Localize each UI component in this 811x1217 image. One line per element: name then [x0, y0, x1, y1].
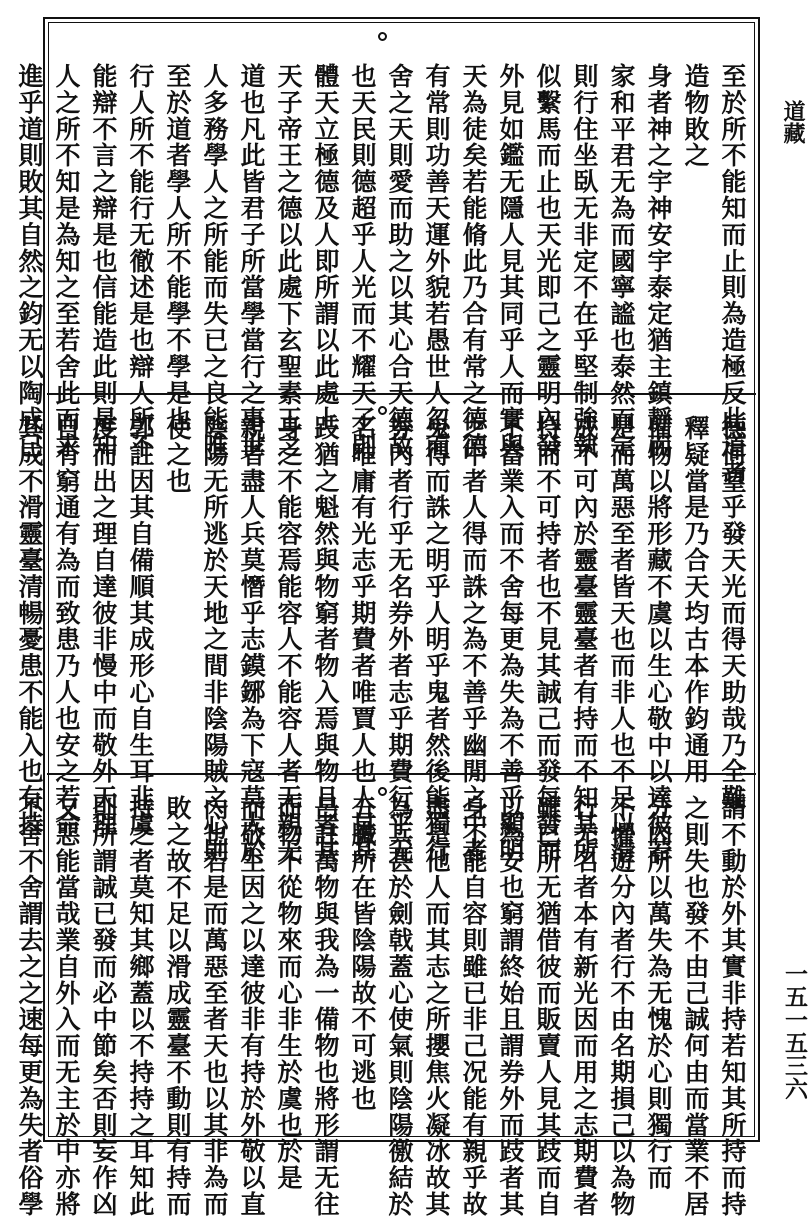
- text-column: 五臟所在皆陰陽故不可逃也: [348, 795, 377, 1112]
- text-column: 天子帝王之德以此處下玄聖素王之: [274, 63, 303, 459]
- text-column: 備物以將形藏不虞以生心敬中以達彼若: [644, 415, 673, 864]
- text-column: 體天立極德及人即所謂以此處上: [311, 63, 340, 433]
- circle-mark: [378, 406, 387, 415]
- text-column: 為兵甚於劍戟蓋心使氣則陰陽徼結於: [385, 795, 414, 1217]
- text-column: 能辯不言之辯是也信能造此則是知: [89, 63, 118, 459]
- text-column: 身不能自容則雖已非己况能有親乎故: [459, 795, 488, 1217]
- text-column: 外見如鑑无隱人見其同乎人而實與: [496, 63, 525, 459]
- page-frame: [15, 17, 760, 1217]
- text-column: 其成不滑靈臺清暢憂患不能入也有持: [15, 415, 44, 838]
- text-column: 造物敗之: [681, 63, 710, 169]
- text-panel-bottom: [15, 795, 748, 1217]
- section-divider: [47, 393, 756, 395]
- text-column: 以為安也窮謂終始且謂券外而跂者其: [496, 795, 525, 1217]
- text-panel-middle: [15, 415, 748, 864]
- text-column: 盡是他人而其志之所攖焦火凝冰故其: [422, 795, 451, 1217]
- circle-mark: [378, 32, 387, 41]
- text-column: 則行住坐臥无非定不在乎堅制強執: [570, 63, 599, 459]
- section-divider: [47, 773, 756, 775]
- text-column: 行无名者本有新光因而用之志期費者: [570, 795, 599, 1217]
- text-column: 不懼遊分內者行不由名期損己以為物: [607, 795, 636, 1217]
- text-column: 持而不可持者也不見其誠己而發每發而: [533, 415, 562, 864]
- book-title: 道藏: [780, 100, 806, 144]
- text-column: 使之也: [163, 415, 192, 495]
- text-column: 郭註因其自備順其成形心自生耳非虞: [126, 415, 155, 838]
- text-column: 陰陽无所逃於天地之間非陰陽賊之心則: [200, 415, 229, 864]
- page-number: 一五一五三六: [781, 962, 808, 1100]
- text-column: 呂註萬物與我為一備物也將形謂无往: [311, 795, 340, 1217]
- text-column: 敗之故不足以滑成靈臺不動則有持而: [163, 795, 192, 1217]
- text-column: 之中者人得而誅之為不善乎幽閒之中者: [459, 415, 488, 864]
- circle-mark: [378, 787, 387, 796]
- text-column: 雖已所无猶借彼而販賣人見其跂而自: [533, 795, 562, 1217]
- text-column: 而敬生因之以達彼非有持於外敬以直: [237, 795, 266, 1217]
- text-column: 自有窮通有為而致患乃人也安之若命: [52, 415, 81, 838]
- text-column: 親者盡人兵莫憯乎志鏌鋣為下寇莫大於: [237, 415, 266, 864]
- text-column: 進乎道則敗其自然之鈞无以陶成已: [15, 63, 44, 459]
- text-column: 度而出之理自達彼非慢中而敬外天理: [89, 415, 118, 838]
- text-column: 不當業入而不舍每更為失為不善乎顯明: [496, 415, 525, 864]
- text-column: 道也凡此皆君子所當學當行之事世: [237, 63, 266, 459]
- text-column: 人之所不知是為知之至若舍此而求: [52, 63, 81, 459]
- text-column: 德何望乎發天光而得天助哉乃全難: [718, 415, 747, 811]
- text-column: 家和平君无為而國寧謐也泰然而定: [607, 63, 636, 459]
- text-column: 分內所以萬失為无愧於心則獨行而: [644, 795, 673, 1191]
- text-column: 舍之天則愛而助之以其心合天德故: [385, 63, 414, 459]
- text-column: 身者神之宇神安宇泰定猶主鎮靜而: [644, 63, 673, 459]
- text-column: 內也若是而萬惡至者天也以其非為而: [200, 795, 229, 1217]
- text-column: 而物不從物來而心非生於虞也於是: [274, 795, 303, 1191]
- text-column: 成不可內於靈臺靈臺者有持而不知其所: [570, 415, 599, 864]
- text-column: 釋疑當是乃合天均古本作鈞通用: [681, 415, 710, 785]
- text-column: 謂不動於外其實非持若知其所持而持: [718, 795, 747, 1217]
- text-column: 跂猶之魁然與物窮者物入焉與物且者其: [311, 415, 340, 864]
- text-column: 身之不能容焉能容人不能容人者无親无: [274, 415, 303, 864]
- text-column: 至於所不能知而止則為造極反此道者: [718, 63, 747, 486]
- text-column: 也天民則德超乎人光而不耀天子則: [348, 63, 377, 459]
- text-column: 有常則功善天運外貌若愚世人忽而: [422, 63, 451, 459]
- text-column: 不舍不舍謂去之之速每更為失者俗學: [15, 795, 44, 1217]
- text-column: 似繫馬而止也天光即己之靈明內發: [533, 63, 562, 459]
- text-column: 之則失也發不由己誠何由而當業不居: [681, 795, 710, 1217]
- text-column: 鬼得而誅之明乎人明乎鬼者然後能獨行: [422, 415, 451, 864]
- text-column: 持之者莫知其鄉蓋以不持持之耳知此: [126, 795, 155, 1217]
- text-column: 名唯庸有光志乎期費者唯賈人也人見其: [348, 415, 377, 864]
- text-column: 則所謂誠已發而必中節矣否則妄作凶: [89, 795, 118, 1217]
- text-column: 又惡能當哉業自外入而无主於中亦將: [52, 795, 81, 1217]
- text-column: 人多務學人之所能而失已之良能唯: [200, 63, 229, 459]
- text-column: 是而萬惡至者皆天也而非人也不足以滑: [607, 415, 636, 864]
- text-column: 天為徒矣若能脩此乃合有常之德德: [459, 63, 488, 459]
- text-column: 至於道者學人所不能學不學是也: [163, 63, 192, 433]
- text-column: 行人所不能行无徹述是也辯人所不: [126, 63, 155, 459]
- text-column: 券內者行乎无名券外者志乎期費行乎无: [385, 415, 414, 864]
